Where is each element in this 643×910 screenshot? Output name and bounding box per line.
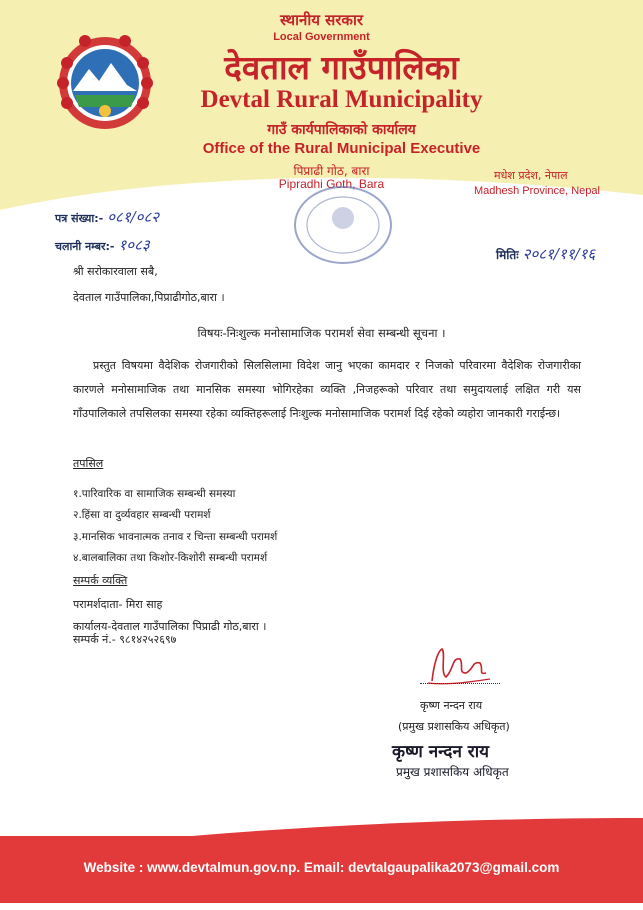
place-np: पिप्राढी गोठ, बारा <box>293 164 370 178</box>
province-en: Madhesh Province, Nepal <box>474 185 600 197</box>
details-item: ३.मानसिक भावनात्मक तनाव र चिन्ता सम्बन्धी परामर्श <box>73 531 278 543</box>
addressee-line-1: श्री सरोकारवाला सबै, <box>73 265 158 278</box>
place-en: Pipradhi Goth, Bara <box>278 177 385 191</box>
reference-value: ०८१/०८२ <box>107 208 160 226</box>
signatory-name: कृष्ण नन्दन राय <box>420 699 483 712</box>
office-name-np: गाउँ कार्यपालिकाको कार्यालय <box>267 122 416 138</box>
local-government-en: Local Government <box>273 31 370 43</box>
details-item: ४.बालबालिका तथा किशोर-किशोरी सम्बन्धी परामर्श <box>73 552 268 564</box>
details-heading: तपसिल <box>73 457 104 470</box>
letter-date <box>496 244 595 264</box>
signature-line <box>420 683 500 684</box>
letter-paragraph: प्रस्तुत विषयमा वैदेशिक रोजगारीको सिलसिलामा विदेश जानु भएका कामदार र निजको परिवारमा वैदेशिक रोजगारीका कारणले मनोसामाजिक तथा मानसिक समस्या भोगिरहेका व्यक्ति ,निजहरूको परिवार तथा समुदायलाई लक्षित गरी यस गाँउपालिकाले तपसिलका समस्या रहेका व्यक्तिहरूलाई निःशुल्क मनोसामाजिक परामर्श दिई रहेको व्यहोरा जानकारी गराईन्छ। <box>73 359 581 420</box>
reference-label: पत्र संख्या:- <box>55 212 104 225</box>
details-item: १.पारिवारिक वा सामाजिक सम्बन्धी समस्या <box>73 488 236 500</box>
footer-contact: Website : www.devtalmun.gov.np. Email: devtalgaupalika2073@gmail.com <box>83 860 560 875</box>
contact-phone: सम्पर्क नं.- ९८१४२५२६९७ <box>73 633 177 646</box>
reference-number <box>55 207 159 227</box>
letter-subject: विषयः-निःशुल्क मनोसामाजिक परामर्श सेवा सम्बन्धी सूचना । <box>197 326 446 340</box>
office-stamp-icon <box>288 178 398 273</box>
date-value: २०८१/११/१६ <box>522 245 596 263</box>
handwritten-signature-icon <box>424 643 494 688</box>
details-item: २.हिंसा वा दुर्व्यवहार सम्बन्धी परामर्श <box>73 509 211 521</box>
footer-band <box>0 836 643 903</box>
office-name-en: Office of the Rural Municipal Executive <box>202 140 481 157</box>
dispatch-number <box>55 235 150 255</box>
municipality-name-en: Devtal Rural Municipality <box>200 86 483 113</box>
municipality-name-np: देवताल गाउँपालिका <box>224 48 459 87</box>
date-label: मितिः <box>496 248 519 262</box>
province-np: मधेश प्रदेश, नेपाल <box>494 169 568 182</box>
signatory-title: (प्रमुख प्रशासकिय अधिकृत) <box>398 720 510 733</box>
dispatch-value: १०८३ <box>118 236 150 254</box>
addressee-line-2: देवताल गाउँपालिका,पिप्राढीगोठ,बारा । <box>73 291 225 304</box>
counselor-name: परामर्शदाता- मिरा साह <box>73 598 163 611</box>
contact-heading: सम्पर्क व्यक्ति <box>73 574 128 587</box>
local-government-np: स्थानीय सरकार <box>280 11 363 29</box>
signatory-stamp-name: कृष्ण नन्दन राय <box>392 742 490 762</box>
dispatch-label: चलानी नम्बर:- <box>55 240 115 253</box>
signatory-stamp-title: प्रमुख प्रशासकिय अधिकृत <box>396 765 509 779</box>
contact-office: कार्यालय-देवताल गाउँपालिका पिप्राढी गोठ,बारा । <box>73 620 267 633</box>
